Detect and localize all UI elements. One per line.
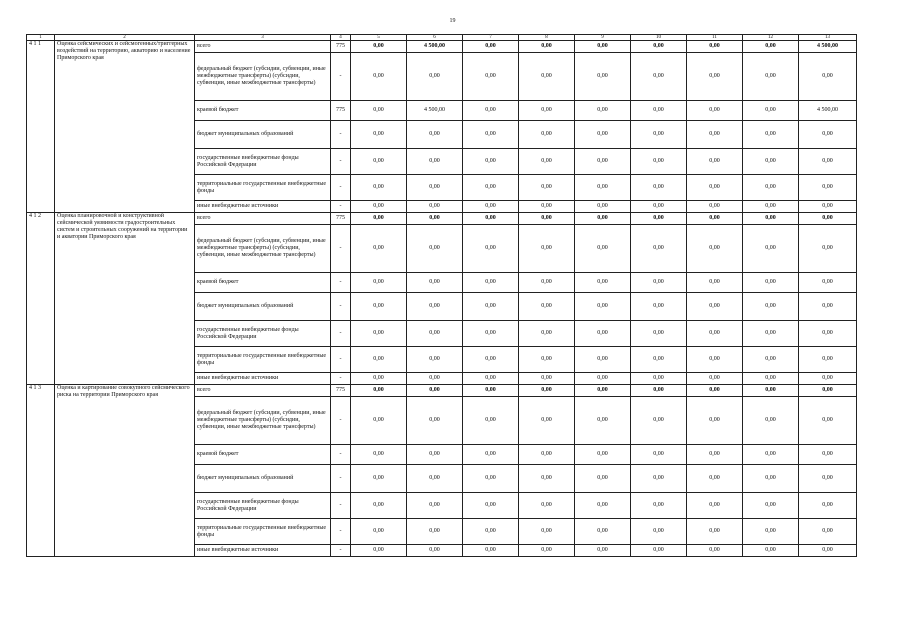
budget-code: -: [331, 175, 351, 201]
amount-cell: 0,00: [631, 347, 687, 373]
budget-code: 775: [331, 385, 351, 397]
amount-cell: 0,00: [463, 293, 519, 321]
amount-cell: 0,00: [631, 213, 687, 225]
amount-cell: 0,00: [799, 225, 857, 273]
amount-cell: 0,00: [687, 347, 743, 373]
amount-cell: 0,00: [575, 293, 631, 321]
section-number: 4 1 2: [27, 213, 55, 385]
amount-cell: 0,00: [631, 175, 687, 201]
amount-cell: 0,00: [631, 121, 687, 149]
amount-cell: 0,00: [351, 53, 407, 101]
amount-cell: 0,00: [463, 373, 519, 385]
funding-source: федеральный бюджет (субсидии, субвенции, иные межбюджетные трансферты) (субсидии, субвенции, иные межбюджетные трансферты): [195, 225, 331, 273]
amount-cell: 0,00: [631, 41, 687, 53]
amount-cell: 0,00: [687, 213, 743, 225]
amount-cell: 0,00: [519, 493, 575, 519]
amount-cell: 0,00: [743, 397, 799, 445]
amount-cell: 0,00: [743, 347, 799, 373]
amount-cell: 0,00: [351, 149, 407, 175]
amount-cell: 0,00: [407, 347, 463, 373]
activity-title: Оценка планировочной и конструктивной сейсмической уязвимости градостроительных систем и строительных сооружений на территории и акватории Приморского края: [55, 213, 195, 385]
amount-cell: 0,00: [407, 385, 463, 397]
funding-source: иные внебюджетные источники: [195, 373, 331, 385]
amount-cell: 0,00: [407, 321, 463, 347]
amount-cell: 0,00: [407, 213, 463, 225]
budget-table: [26, 34, 857, 557]
amount-cell: 0,00: [743, 213, 799, 225]
amount-cell: 0,00: [799, 385, 857, 397]
amount-cell: 0,00: [687, 445, 743, 465]
funding-source: краевой бюджет: [195, 101, 331, 121]
amount-cell: 0,00: [743, 101, 799, 121]
amount-cell: 0,00: [687, 293, 743, 321]
amount-cell: 0,00: [743, 465, 799, 493]
amount-cell: 0,00: [687, 149, 743, 175]
amount-cell: 0,00: [743, 385, 799, 397]
amount-cell: 0,00: [631, 321, 687, 347]
amount-cell: 0,00: [519, 347, 575, 373]
amount-cell: 0,00: [407, 519, 463, 545]
budget-code: 775: [331, 41, 351, 53]
budget-code: -: [331, 321, 351, 347]
amount-cell: 0,00: [631, 149, 687, 175]
budget-code: -: [331, 465, 351, 493]
amount-cell: 0,00: [351, 445, 407, 465]
amount-cell: 0,00: [351, 347, 407, 373]
budget-code: -: [331, 53, 351, 101]
funding-source: федеральный бюджет (субсидии, субвенции, иные межбюджетные трансферты) (субсидии, субвенции, иные межбюджетные трансферты): [195, 397, 331, 445]
amount-cell: 0,00: [743, 493, 799, 519]
amount-cell: 0,00: [687, 493, 743, 519]
amount-cell: 0,00: [799, 293, 857, 321]
amount-cell: 0,00: [519, 373, 575, 385]
amount-cell: 0,00: [519, 465, 575, 493]
amount-cell: 0,00: [351, 493, 407, 519]
amount-cell: 4 500,00: [799, 41, 857, 53]
amount-cell: 0,00: [743, 273, 799, 293]
amount-cell: 0,00: [463, 121, 519, 149]
amount-cell: 0,00: [575, 53, 631, 101]
funding-source: государственные внебюджетные фонды Российской Федерации: [195, 321, 331, 347]
amount-cell: 0,00: [575, 175, 631, 201]
amount-cell: 0,00: [519, 175, 575, 201]
budget-code: -: [331, 273, 351, 293]
amount-cell: 0,00: [519, 545, 575, 557]
amount-cell: 0,00: [631, 385, 687, 397]
amount-cell: 0,00: [351, 201, 407, 213]
amount-cell: 0,00: [463, 397, 519, 445]
budget-code: -: [331, 397, 351, 445]
amount-cell: 0,00: [799, 321, 857, 347]
amount-cell: 0,00: [743, 225, 799, 273]
amount-cell: 0,00: [687, 465, 743, 493]
amount-cell: 0,00: [799, 201, 857, 213]
section-number: 4 1 1: [27, 41, 55, 213]
amount-cell: 0,00: [407, 149, 463, 175]
amount-cell: 0,00: [519, 385, 575, 397]
column-number: 5: [351, 35, 407, 41]
funding-source: иные внебюджетные источники: [195, 545, 331, 557]
amount-cell: 0,00: [463, 347, 519, 373]
activity-title: Оценка сейсмических и сейсмогенных/триггерных воздействий на территорию, акваторию и население Приморского края: [55, 41, 195, 213]
funding-source: бюджет муниципальных образований: [195, 293, 331, 321]
budget-code: -: [331, 149, 351, 175]
amount-cell: 0,00: [519, 321, 575, 347]
amount-cell: 0,00: [575, 545, 631, 557]
amount-cell: 0,00: [407, 445, 463, 465]
amount-cell: 0,00: [519, 225, 575, 273]
funding-source: территориальные государственные внебюджетные фонды: [195, 519, 331, 545]
amount-cell: 0,00: [687, 545, 743, 557]
amount-cell: 0,00: [743, 201, 799, 213]
amount-cell: 0,00: [575, 321, 631, 347]
budget-code: 775: [331, 101, 351, 121]
amount-cell: 4 500,00: [799, 101, 857, 121]
amount-cell: 0,00: [463, 519, 519, 545]
column-number: 9: [575, 35, 631, 41]
amount-cell: 0,00: [799, 545, 857, 557]
amount-cell: 0,00: [799, 465, 857, 493]
amount-cell: 0,00: [799, 347, 857, 373]
amount-cell: 0,00: [687, 397, 743, 445]
amount-cell: 0,00: [799, 397, 857, 445]
amount-cell: 0,00: [687, 101, 743, 121]
amount-cell: 0,00: [519, 101, 575, 121]
amount-cell: 0,00: [631, 293, 687, 321]
amount-cell: 0,00: [575, 385, 631, 397]
amount-cell: 0,00: [687, 273, 743, 293]
amount-cell: 0,00: [743, 41, 799, 53]
amount-cell: 0,00: [575, 373, 631, 385]
amount-cell: 0,00: [687, 201, 743, 213]
column-number: 7: [463, 35, 519, 41]
amount-cell: 0,00: [631, 493, 687, 519]
amount-cell: 0,00: [743, 149, 799, 175]
amount-cell: 0,00: [407, 225, 463, 273]
amount-cell: 0,00: [799, 213, 857, 225]
amount-cell: 0,00: [687, 121, 743, 149]
amount-cell: 0,00: [799, 519, 857, 545]
amount-cell: 0,00: [519, 445, 575, 465]
column-number: 10: [631, 35, 687, 41]
funding-source: бюджет муниципальных образований: [195, 121, 331, 149]
amount-cell: 0,00: [407, 175, 463, 201]
amount-cell: 0,00: [463, 225, 519, 273]
amount-cell: 0,00: [407, 545, 463, 557]
funding-source: иные внебюджетные источники: [195, 201, 331, 213]
funding-source: всего: [195, 41, 331, 53]
amount-cell: 0,00: [799, 53, 857, 101]
amount-cell: 0,00: [575, 493, 631, 519]
amount-cell: 0,00: [687, 519, 743, 545]
amount-cell: 0,00: [351, 465, 407, 493]
amount-cell: 0,00: [463, 213, 519, 225]
amount-cell: 0,00: [631, 519, 687, 545]
amount-cell: 0,00: [519, 273, 575, 293]
amount-cell: 0,00: [575, 201, 631, 213]
amount-cell: 0,00: [687, 225, 743, 273]
amount-cell: 0,00: [519, 213, 575, 225]
amount-cell: 0,00: [575, 445, 631, 465]
activity-title: Оценка и картирование совокупного сейсмического риска на территории Приморского края: [55, 385, 195, 557]
amount-cell: 0,00: [519, 41, 575, 53]
amount-cell: 0,00: [575, 149, 631, 175]
amount-cell: 0,00: [631, 373, 687, 385]
funding-source: государственные внебюджетные фонды Российской Федерации: [195, 493, 331, 519]
amount-cell: 0,00: [743, 293, 799, 321]
amount-cell: 0,00: [407, 493, 463, 519]
amount-cell: 0,00: [351, 321, 407, 347]
amount-cell: 0,00: [743, 121, 799, 149]
funding-source: государственные внебюджетные фонды Российской Федерации: [195, 149, 331, 175]
amount-cell: 0,00: [519, 53, 575, 101]
amount-cell: 0,00: [743, 545, 799, 557]
column-number: 4: [331, 35, 351, 41]
amount-cell: 0,00: [575, 347, 631, 373]
amount-cell: 0,00: [687, 373, 743, 385]
amount-cell: 0,00: [631, 201, 687, 213]
amount-cell: 0,00: [575, 397, 631, 445]
amount-cell: 0,00: [575, 225, 631, 273]
column-number: 13: [799, 35, 857, 41]
amount-cell: 0,00: [743, 373, 799, 385]
amount-cell: 0,00: [575, 519, 631, 545]
amount-cell: 0,00: [407, 373, 463, 385]
amount-cell: 0,00: [519, 397, 575, 445]
amount-cell: 0,00: [519, 293, 575, 321]
amount-cell: 0,00: [463, 149, 519, 175]
column-number: 12: [743, 35, 799, 41]
amount-cell: 0,00: [351, 101, 407, 121]
amount-cell: 0,00: [575, 213, 631, 225]
budget-code: -: [331, 545, 351, 557]
amount-cell: 0,00: [463, 321, 519, 347]
amount-cell: 0,00: [407, 273, 463, 293]
budget-code: -: [331, 519, 351, 545]
amount-cell: 0,00: [351, 273, 407, 293]
amount-cell: 0,00: [743, 445, 799, 465]
amount-cell: 4 500,00: [407, 101, 463, 121]
amount-cell: 0,00: [631, 445, 687, 465]
budget-code: -: [331, 347, 351, 373]
amount-cell: 0,00: [687, 175, 743, 201]
amount-cell: 0,00: [799, 445, 857, 465]
amount-cell: 0,00: [575, 121, 631, 149]
amount-cell: 0,00: [463, 493, 519, 519]
amount-cell: 0,00: [743, 175, 799, 201]
amount-cell: 0,00: [351, 175, 407, 201]
amount-cell: 0,00: [463, 101, 519, 121]
funding-source: территориальные государственные внебюджетные фонды: [195, 347, 331, 373]
amount-cell: 0,00: [351, 293, 407, 321]
table-row: [27, 41, 857, 53]
funding-source: всего: [195, 385, 331, 397]
amount-cell: 0,00: [463, 53, 519, 101]
amount-cell: 0,00: [575, 465, 631, 493]
amount-cell: 0,00: [519, 519, 575, 545]
amount-cell: 0,00: [407, 201, 463, 213]
column-number: 1: [27, 35, 55, 41]
page-number: 19: [449, 18, 456, 24]
amount-cell: 0,00: [575, 101, 631, 121]
amount-cell: 0,00: [463, 545, 519, 557]
amount-cell: 0,00: [463, 445, 519, 465]
amount-cell: 0,00: [799, 373, 857, 385]
amount-cell: 0,00: [687, 41, 743, 53]
amount-cell: 0,00: [799, 273, 857, 293]
amount-cell: 0,00: [463, 273, 519, 293]
amount-cell: 0,00: [407, 293, 463, 321]
table-row: [27, 385, 857, 397]
amount-cell: 0,00: [631, 465, 687, 493]
amount-cell: 0,00: [407, 397, 463, 445]
amount-cell: 0,00: [743, 519, 799, 545]
amount-cell: 0,00: [463, 385, 519, 397]
amount-cell: 0,00: [631, 397, 687, 445]
amount-cell: 0,00: [463, 41, 519, 53]
amount-cell: 0,00: [687, 385, 743, 397]
table-row: [27, 213, 857, 225]
funding-source: территориальные государственные внебюджетные фонды: [195, 175, 331, 201]
amount-cell: 0,00: [463, 201, 519, 213]
funding-source: краевой бюджет: [195, 273, 331, 293]
amount-cell: 0,00: [631, 53, 687, 101]
amount-cell: 0,00: [351, 213, 407, 225]
column-number: 6: [407, 35, 463, 41]
budget-code: -: [331, 373, 351, 385]
budget-code: -: [331, 445, 351, 465]
budget-code: -: [331, 225, 351, 273]
amount-cell: 0,00: [575, 41, 631, 53]
amount-cell: 0,00: [799, 493, 857, 519]
amount-cell: 0,00: [351, 121, 407, 149]
budget-code: -: [331, 121, 351, 149]
amount-cell: 0,00: [407, 53, 463, 101]
amount-cell: 0,00: [743, 53, 799, 101]
amount-cell: 0,00: [631, 225, 687, 273]
funding-source: бюджет муниципальных образований: [195, 465, 331, 493]
amount-cell: 0,00: [519, 121, 575, 149]
amount-cell: 0,00: [799, 175, 857, 201]
amount-cell: 0,00: [687, 53, 743, 101]
amount-cell: 0,00: [799, 149, 857, 175]
column-number: 3: [195, 35, 331, 41]
amount-cell: 0,00: [631, 101, 687, 121]
amount-cell: 0,00: [351, 225, 407, 273]
budget-code: -: [331, 293, 351, 321]
funding-source: федеральный бюджет (субсидии, субвенции, иные межбюджетные трансферты) (субсидии, субвенции, иные межбюджетные трансферты): [195, 53, 331, 101]
amount-cell: 0,00: [631, 545, 687, 557]
amount-cell: 0,00: [351, 397, 407, 445]
amount-cell: 0,00: [463, 465, 519, 493]
column-number: 2: [55, 35, 195, 41]
amount-cell: 0,00: [687, 321, 743, 347]
amount-cell: 0,00: [351, 545, 407, 557]
amount-cell: 0,00: [407, 465, 463, 493]
amount-cell: 0,00: [351, 385, 407, 397]
amount-cell: 4 500,00: [407, 41, 463, 53]
amount-cell: 0,00: [407, 121, 463, 149]
amount-cell: 0,00: [351, 373, 407, 385]
amount-cell: 0,00: [631, 273, 687, 293]
column-number: 11: [687, 35, 743, 41]
funding-source: краевой бюджет: [195, 445, 331, 465]
amount-cell: 0,00: [743, 321, 799, 347]
funding-source: всего: [195, 213, 331, 225]
amount-cell: 0,00: [519, 201, 575, 213]
budget-code: 775: [331, 213, 351, 225]
column-number: 8: [519, 35, 575, 41]
amount-cell: 0,00: [799, 121, 857, 149]
budget-code: -: [331, 201, 351, 213]
amount-cell: 0,00: [463, 175, 519, 201]
amount-cell: 0,00: [351, 41, 407, 53]
amount-cell: 0,00: [519, 149, 575, 175]
budget-code: -: [331, 493, 351, 519]
amount-cell: 0,00: [351, 519, 407, 545]
section-number: 4 1 3: [27, 385, 55, 557]
amount-cell: 0,00: [575, 273, 631, 293]
